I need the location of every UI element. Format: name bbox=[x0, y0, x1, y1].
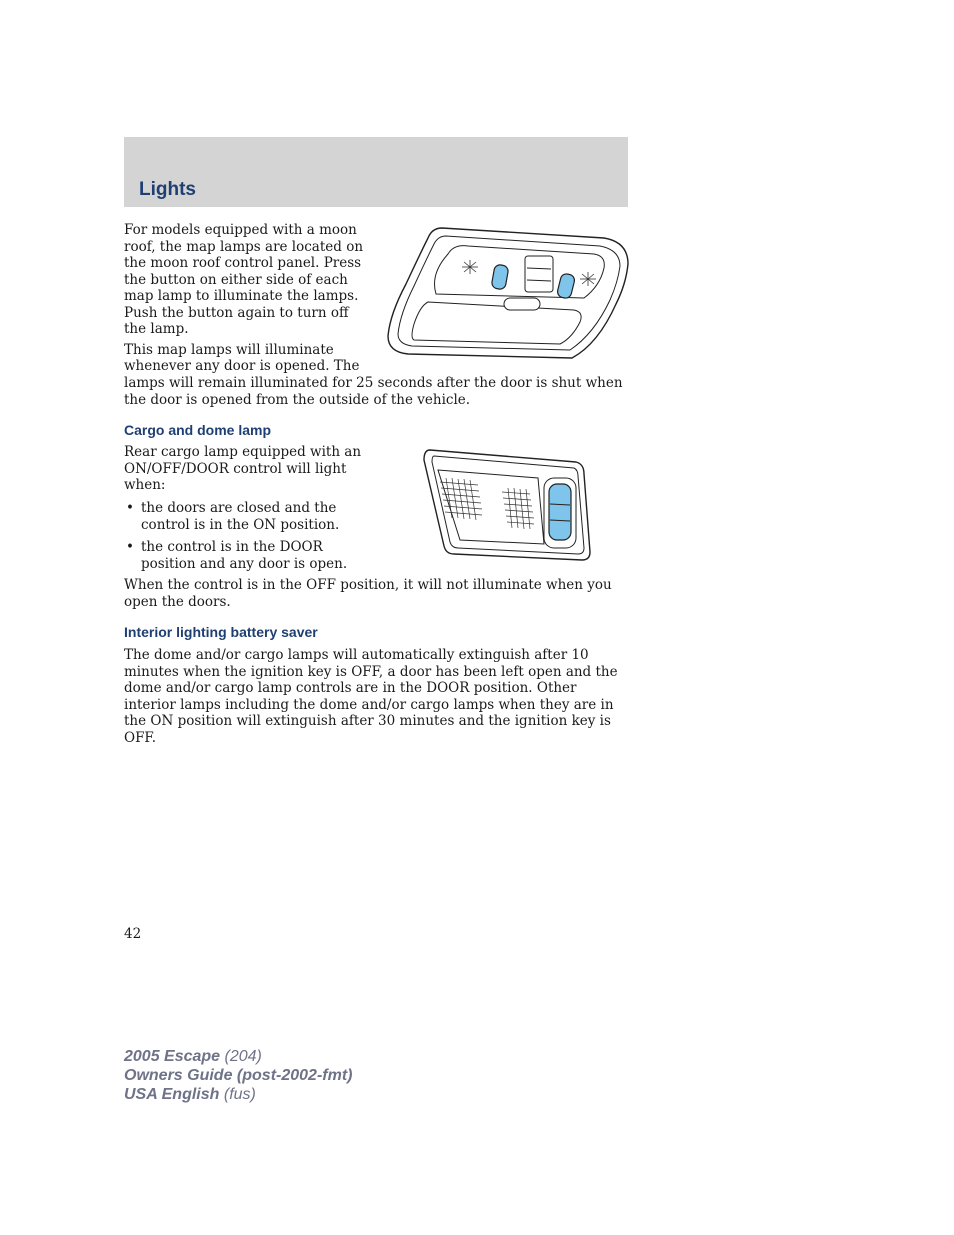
footer-language: USA English bbox=[124, 1086, 220, 1103]
footer-language-code: (fus) bbox=[223, 1086, 256, 1103]
map-lamp-illuminate-line2: whenever any door is opened. The bbox=[124, 358, 360, 374]
cargo-lamp-intro: Rear cargo lamp equipped with an ON/OFF/DOOR control will light when: bbox=[124, 444, 362, 493]
map-lamp-illuminate-line1: This map lamps will illuminate bbox=[124, 342, 334, 358]
footer-guide: Owners Guide (post-2002-fmt) bbox=[124, 1067, 353, 1084]
battery-saver-heading: Interior lighting battery saver bbox=[124, 624, 318, 640]
cargo-lamp-illustration bbox=[420, 448, 594, 564]
map-lamp-illuminate-rest: lamps will remain illuminated for 25 seconds after the door is shut when the door is opened from the outside of the vehicle. bbox=[124, 375, 623, 408]
map-lamp-illustration bbox=[384, 224, 632, 364]
section-header-band bbox=[124, 137, 628, 207]
map-lamp-paragraph: For models equipped with a moon roof, the map lamps are located on the moon roof control panel. Press the button on either side of each map lamp to illuminate the lamps. Push the button again to turn off the lamp. bbox=[124, 222, 364, 337]
footer-model: 2005 Escape bbox=[124, 1048, 221, 1065]
battery-saver-paragraph: The dome and/or cargo lamps will automatically extinguish after 10 minutes when the ignition key is OFF, a door has been left open and the dome and/or cargo lamp controls are in the DOOR position. Other interior lamps including the dome and/or cargo lamps when they are in the ON position will extinguish after 30 minutes and the ignition key is OFF. bbox=[124, 647, 618, 746]
page-number: 42 bbox=[124, 926, 142, 942]
document-footer bbox=[124, 1047, 352, 1104]
cargo-lamp-off-paragraph: When the control is in the OFF position, it will not illuminate when you open the doors. bbox=[124, 577, 612, 610]
cargo-lamp-conditions-list bbox=[124, 500, 374, 578]
list-item: • the control is in the DOOR position and any door is open. bbox=[124, 539, 374, 572]
list-item: • the doors are closed and the control is in the ON position. bbox=[124, 500, 374, 533]
page-title: Lights bbox=[139, 179, 196, 200]
footer-model-code: (204) bbox=[224, 1048, 262, 1065]
cargo-dome-lamp-heading: Cargo and dome lamp bbox=[124, 422, 272, 438]
